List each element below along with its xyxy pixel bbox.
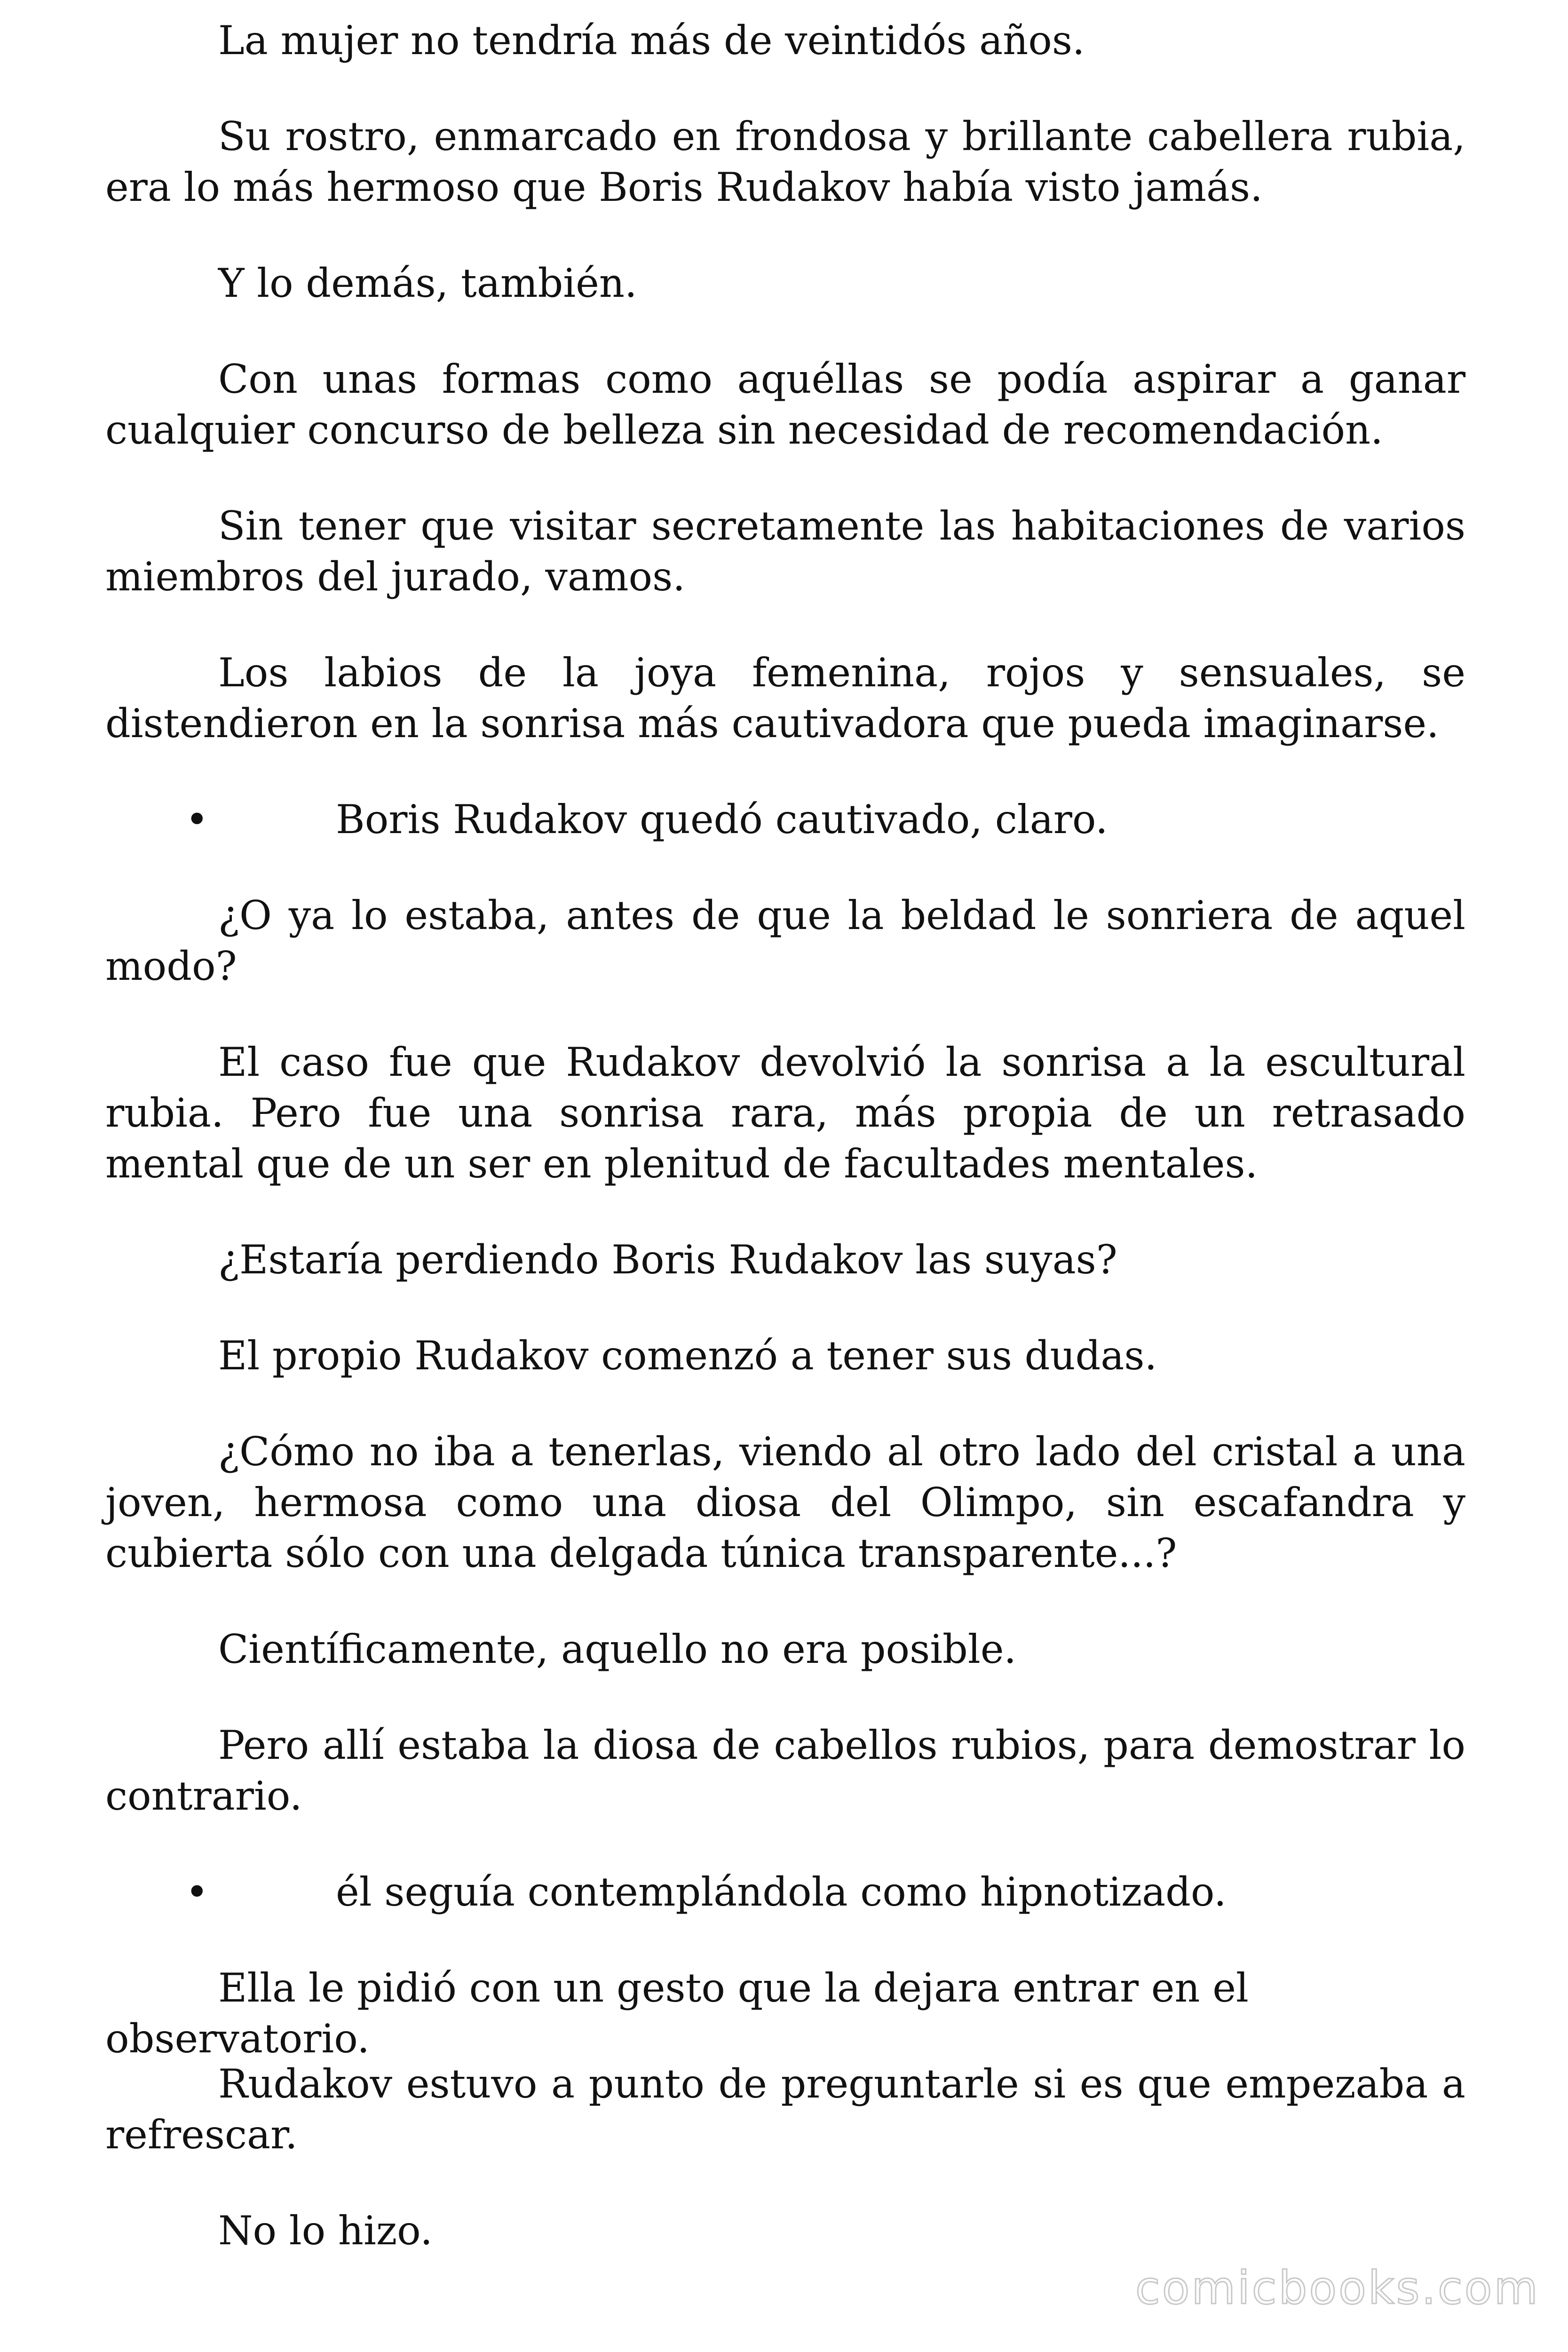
paragraph-13: Científicamente, aquello no era posible.	[218, 1626, 1017, 1672]
bullet-text: Boris Rudakov quedó cautivado, claro.	[336, 796, 1108, 842]
paragraph-2: Su rostro, enmarcado en frondosa y brillante cabellera rubia, era lo más hermoso que Boris Rudakov había visto jamás.	[105, 113, 1465, 210]
paragraph-16: Ella le pidió con un gesto que la dejara entrar en el observatorio.	[105, 1965, 1249, 2062]
watermark-logo: comicbooks.com	[1135, 2262, 1540, 2314]
paragraph-5: Sin tener que visitar secretamente las habitaciones de varios miembros del jurado, vamos.	[105, 503, 1465, 600]
paragraph-3: Y lo demás, también.	[218, 260, 637, 306]
paragraph-17: Rudakov estuvo a punto de preguntarle si es que empezaba a refrescar.	[105, 2061, 1465, 2158]
paragraph-14: Pero allí estaba la diosa de cabellos rubios, para demostrar lo contrario.	[105, 1722, 1465, 1819]
paragraph-6: Los labios de la joya femenina, rojos y sensuales, se distendieron en la sonrisa más cautivadora que pueda imaginarse.	[105, 650, 1465, 747]
paragraph-11: El propio Rudakov comenzó a tener sus dudas.	[218, 1333, 1157, 1379]
paragraph-12: ¿Cómo no iba a tenerlas, viendo al otro lado del cristal a una joven, hermosa como una diosa del Olimpo, sin escafandra y cubierta sólo con una delgada túnica transparente...?	[105, 1429, 1465, 1576]
paragraph-4: Con unas formas como aquéllas se podía aspirar a ganar cualquier concurso de belleza sin necesidad de recomendación.	[105, 356, 1465, 453]
paragraph-1: La mujer no tendría más de veintidós años.	[218, 17, 1085, 64]
bullet-text: él seguía contemplándola como hipnotizado.	[336, 1869, 1227, 1915]
paragraph-18: No lo hizo.	[218, 2208, 433, 2254]
paragraph-10: ¿Estaría perdiendo Boris Rudakov las suyas?	[218, 1237, 1117, 1283]
paragraph-9: El caso fue que Rudakov devolvió la sonrisa a la escultural rubia. Pero fue una sonrisa rara, más propia de un retrasado mental que de un ser en plenitud de facultades mentales.	[105, 1039, 1465, 1187]
paragraph-8: ¿O ya lo estaba, antes de que la beldad le sonriera de aquel modo?	[105, 892, 1465, 989]
bullet-icon: •	[185, 1869, 209, 1915]
bullet-icon: •	[185, 796, 209, 842]
